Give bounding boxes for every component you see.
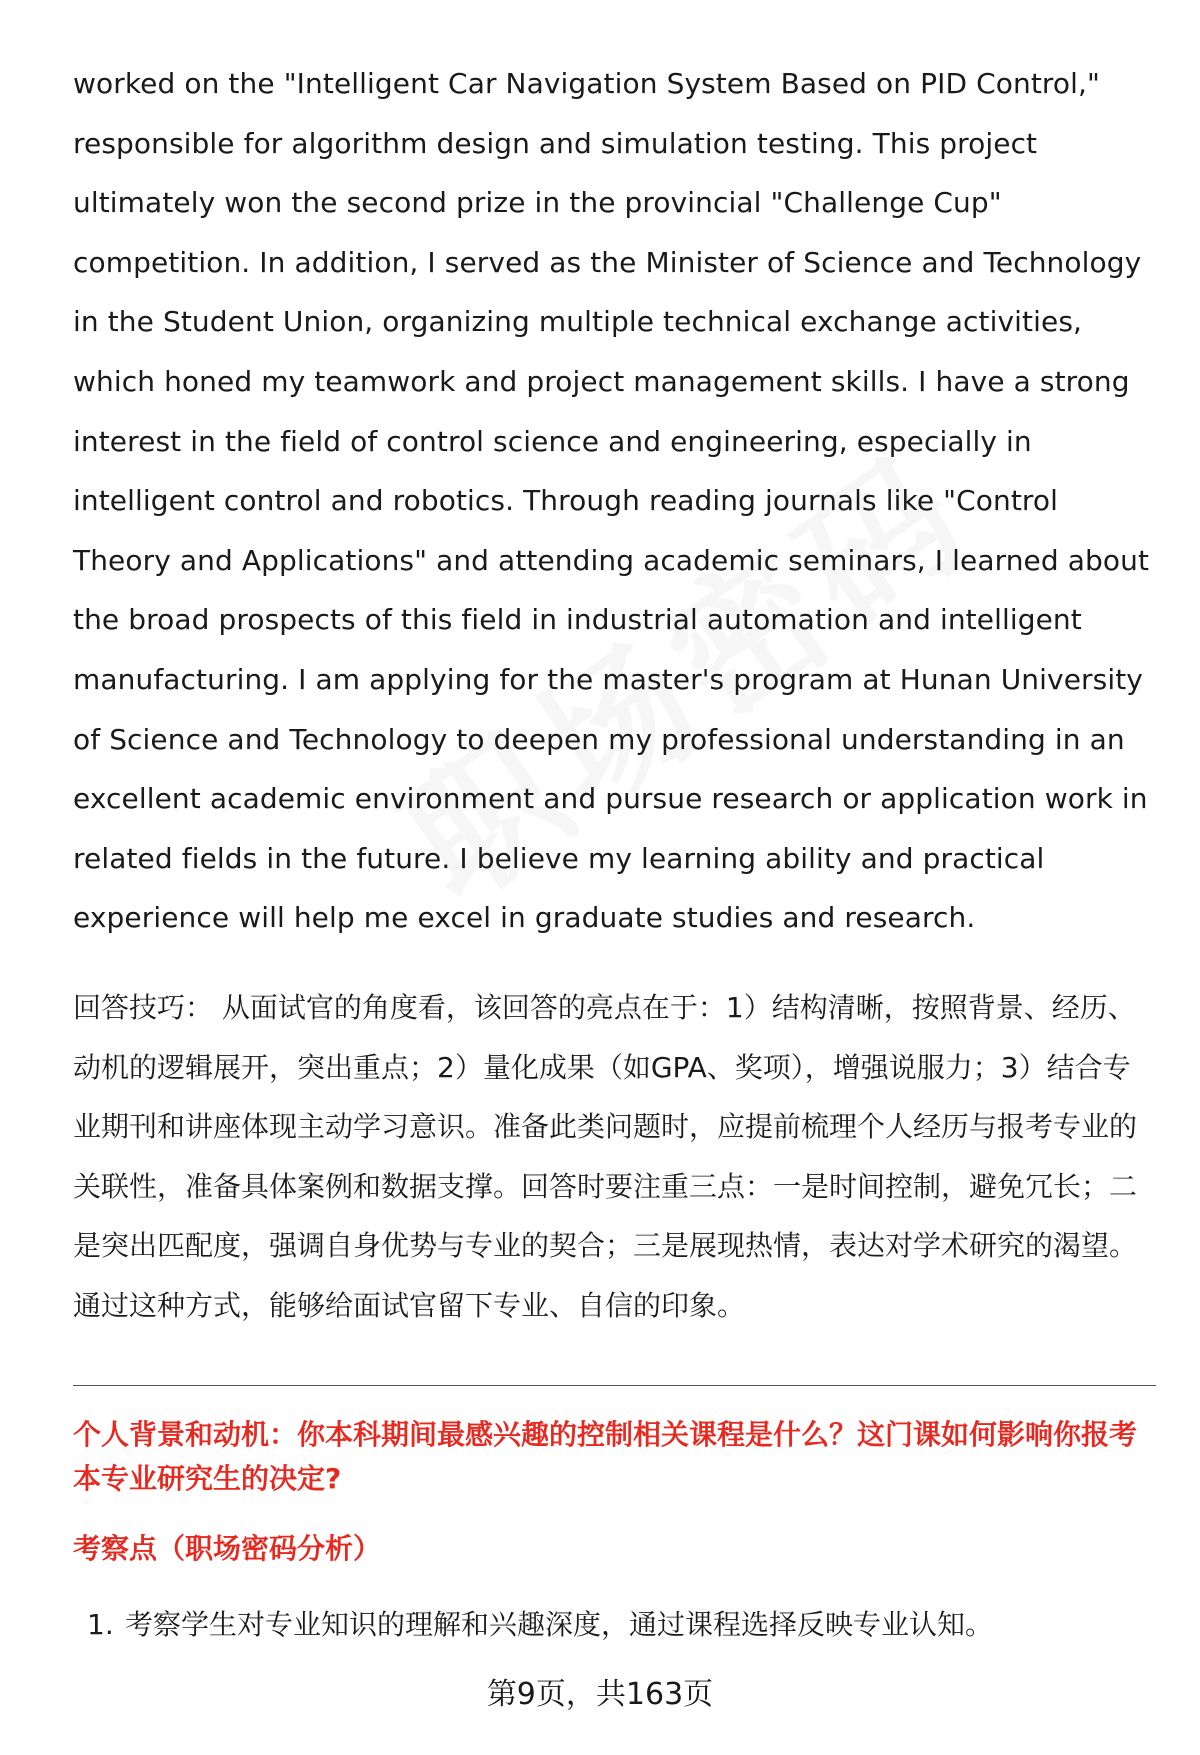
answer-tips-paragraph <box>73 978 1153 1335</box>
list-item-number: 1. <box>87 1608 114 1641</box>
question-heading: 个人背景和动机：你本科期间最感兴趣的控制相关课程是什么？这门课如何影响你报考本专业研究生的决定? <box>73 1418 1138 1495</box>
page-number-footer: 第9页，共163页 <box>486 1677 714 1712</box>
assessment-list <box>73 1603 1153 1647</box>
section-divider <box>73 1385 1156 1386</box>
list-item-text: 考察学生对专业知识的理解和兴趣深度，通过课程选择反映专业认知。 <box>125 1608 994 1641</box>
tips-text: 从面试官的角度看，该回答的亮点在于：1）结构清晰，按照背景、经历、动机的逻辑展开，突出重点；2）量化成果（如GPA、奖项），增强说服力；3）结合专业期刊和讲座体现主动学习意识。准备此类问题时，应提前梳理个人经历与报考专业的关联性，准备具体案例和数据支撑。回答时要注重三点：一是时间控制，避免冗长；二是突出匹配度，强调自身优势与专业的契合；三是展现热情，表达对学术研究的渴望。通过这种方式，能够给面试官留下专业、自信的印象。 <box>73 991 1138 1322</box>
answer-body-text: worked on the "Intelligent Car Navigation System Based on PID Control," responsible for algorithm design and simulation testing. This project ultimately won the second prize in the provincial "Challenge Cup" competition. In addition, I served as the Minister of Science and Technology in the Student Union, organizing multiple technical exchange activities, which honed my teamwork and project management skills. I have a strong interest in the field of control science and engineering, especially in intelligent control and robotics. Through reading journals like "Control Theory and Applications" and attending academic seminars, I learned about the broad prospects of this field in industrial automation and intelligent manufacturing. I am applying for the master's program at Hunan University of Science and Technology to deepen my professional understanding in an excellent academic environment and pursue research or application work in related fields in the future. I believe my learning ability and practical experience will help me excel in graduate studies and research. <box>73 67 1150 935</box>
list-item <box>73 1603 1153 1647</box>
tips-label: 回答技巧： <box>73 991 214 1024</box>
section-heading: 考察点（职场密码分析） <box>73 1532 382 1565</box>
